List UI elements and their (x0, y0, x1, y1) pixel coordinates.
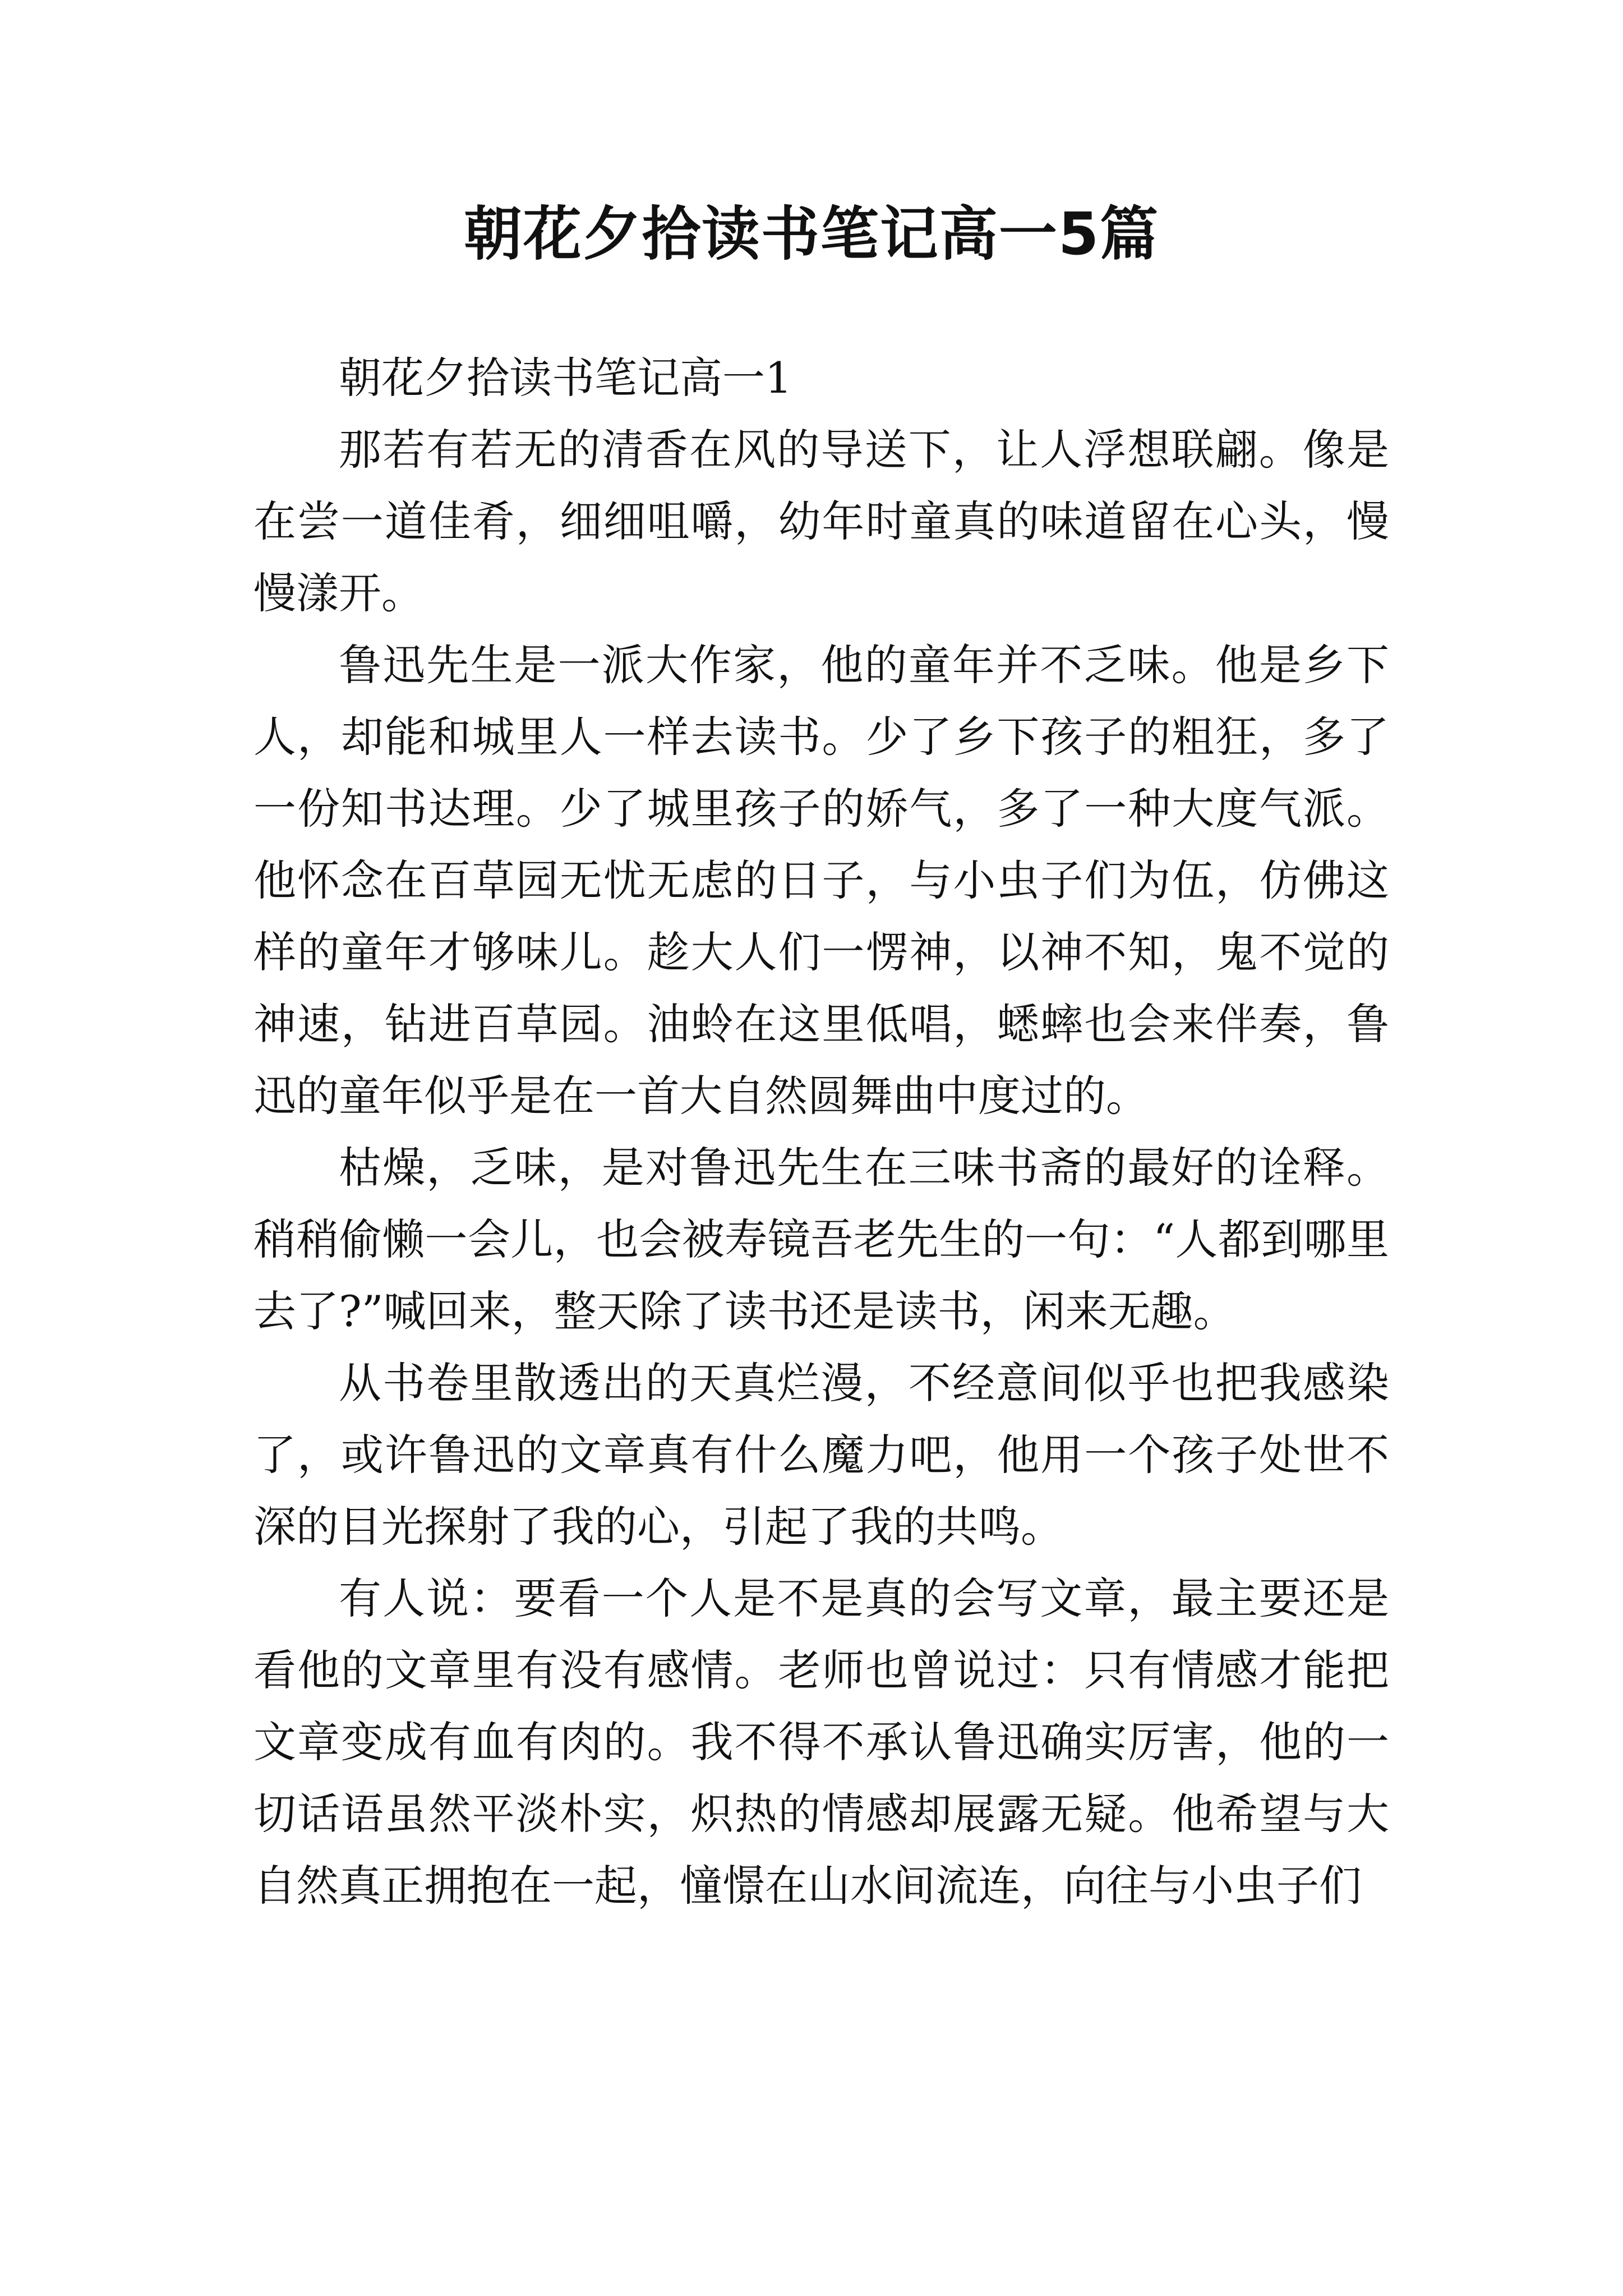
document-body (253, 342, 1389, 1922)
section-heading: 朝花夕拾读书笔记高一1 (339, 353, 792, 403)
document-title: 朝花夕拾读书笔记高一5篇 (463, 200, 1160, 268)
paragraph: 从书卷里散透出的天真烂漫，不经意间似乎也把我感染了，或许鲁迅的文章真有什么魔力吧，他用一个孩子处世不深的目光探射了我的心，引起了我的共鸣。 (253, 1358, 1389, 1552)
paragraph: 那若有若无的清香在风的导送下，让人浮想联翩。像是在尝一道佳肴，细细咀嚼，幼年时童真的味道留在心头，慢慢漾开。 (253, 425, 1389, 618)
paragraph: 枯燥，乏味，是对鲁迅先生在三味书斋的最好的诠释。稍稍偷懒一会儿，也会被寿镜吾老先生的一句：“人都到哪里去了?”喊回来，整天除了读书还是读书，闲来无趣。 (253, 1143, 1389, 1336)
paragraph: 鲁迅先生是一派大作家，他的童年并不乏味。他是乡下人，却能和城里人一样去读书。少了乡下孩子的粗狂，多了一份知书达理。少了城里孩子的娇气，多了一种大度气派。他怀念在百草园无忧无虑的日子，与小虫子们为伍，仿佛这样的童年才够味儿。趁大人们一愣神，以神不知，鬼不觉的神速，钻进百草园。油蛉在这里低唱，蟋蟀也会来伴奏，鲁迅的童年似乎是在一首大自然圆舞曲中度过的。 (253, 640, 1389, 1121)
paragraph: 有人说：要看一个人是不是真的会写文章，最主要还是看他的文章里有没有感情。老师也曾说过：只有情感才能把文章变成有血有肉的。我不得不承认鲁迅确实厉害，他的一切话语虽然平淡朴实，炽热的情感却展露无疑。他希望与大自然真正拥抱在一起，憧憬在山水间流连，向往与小虫子们 (253, 1573, 1389, 1911)
